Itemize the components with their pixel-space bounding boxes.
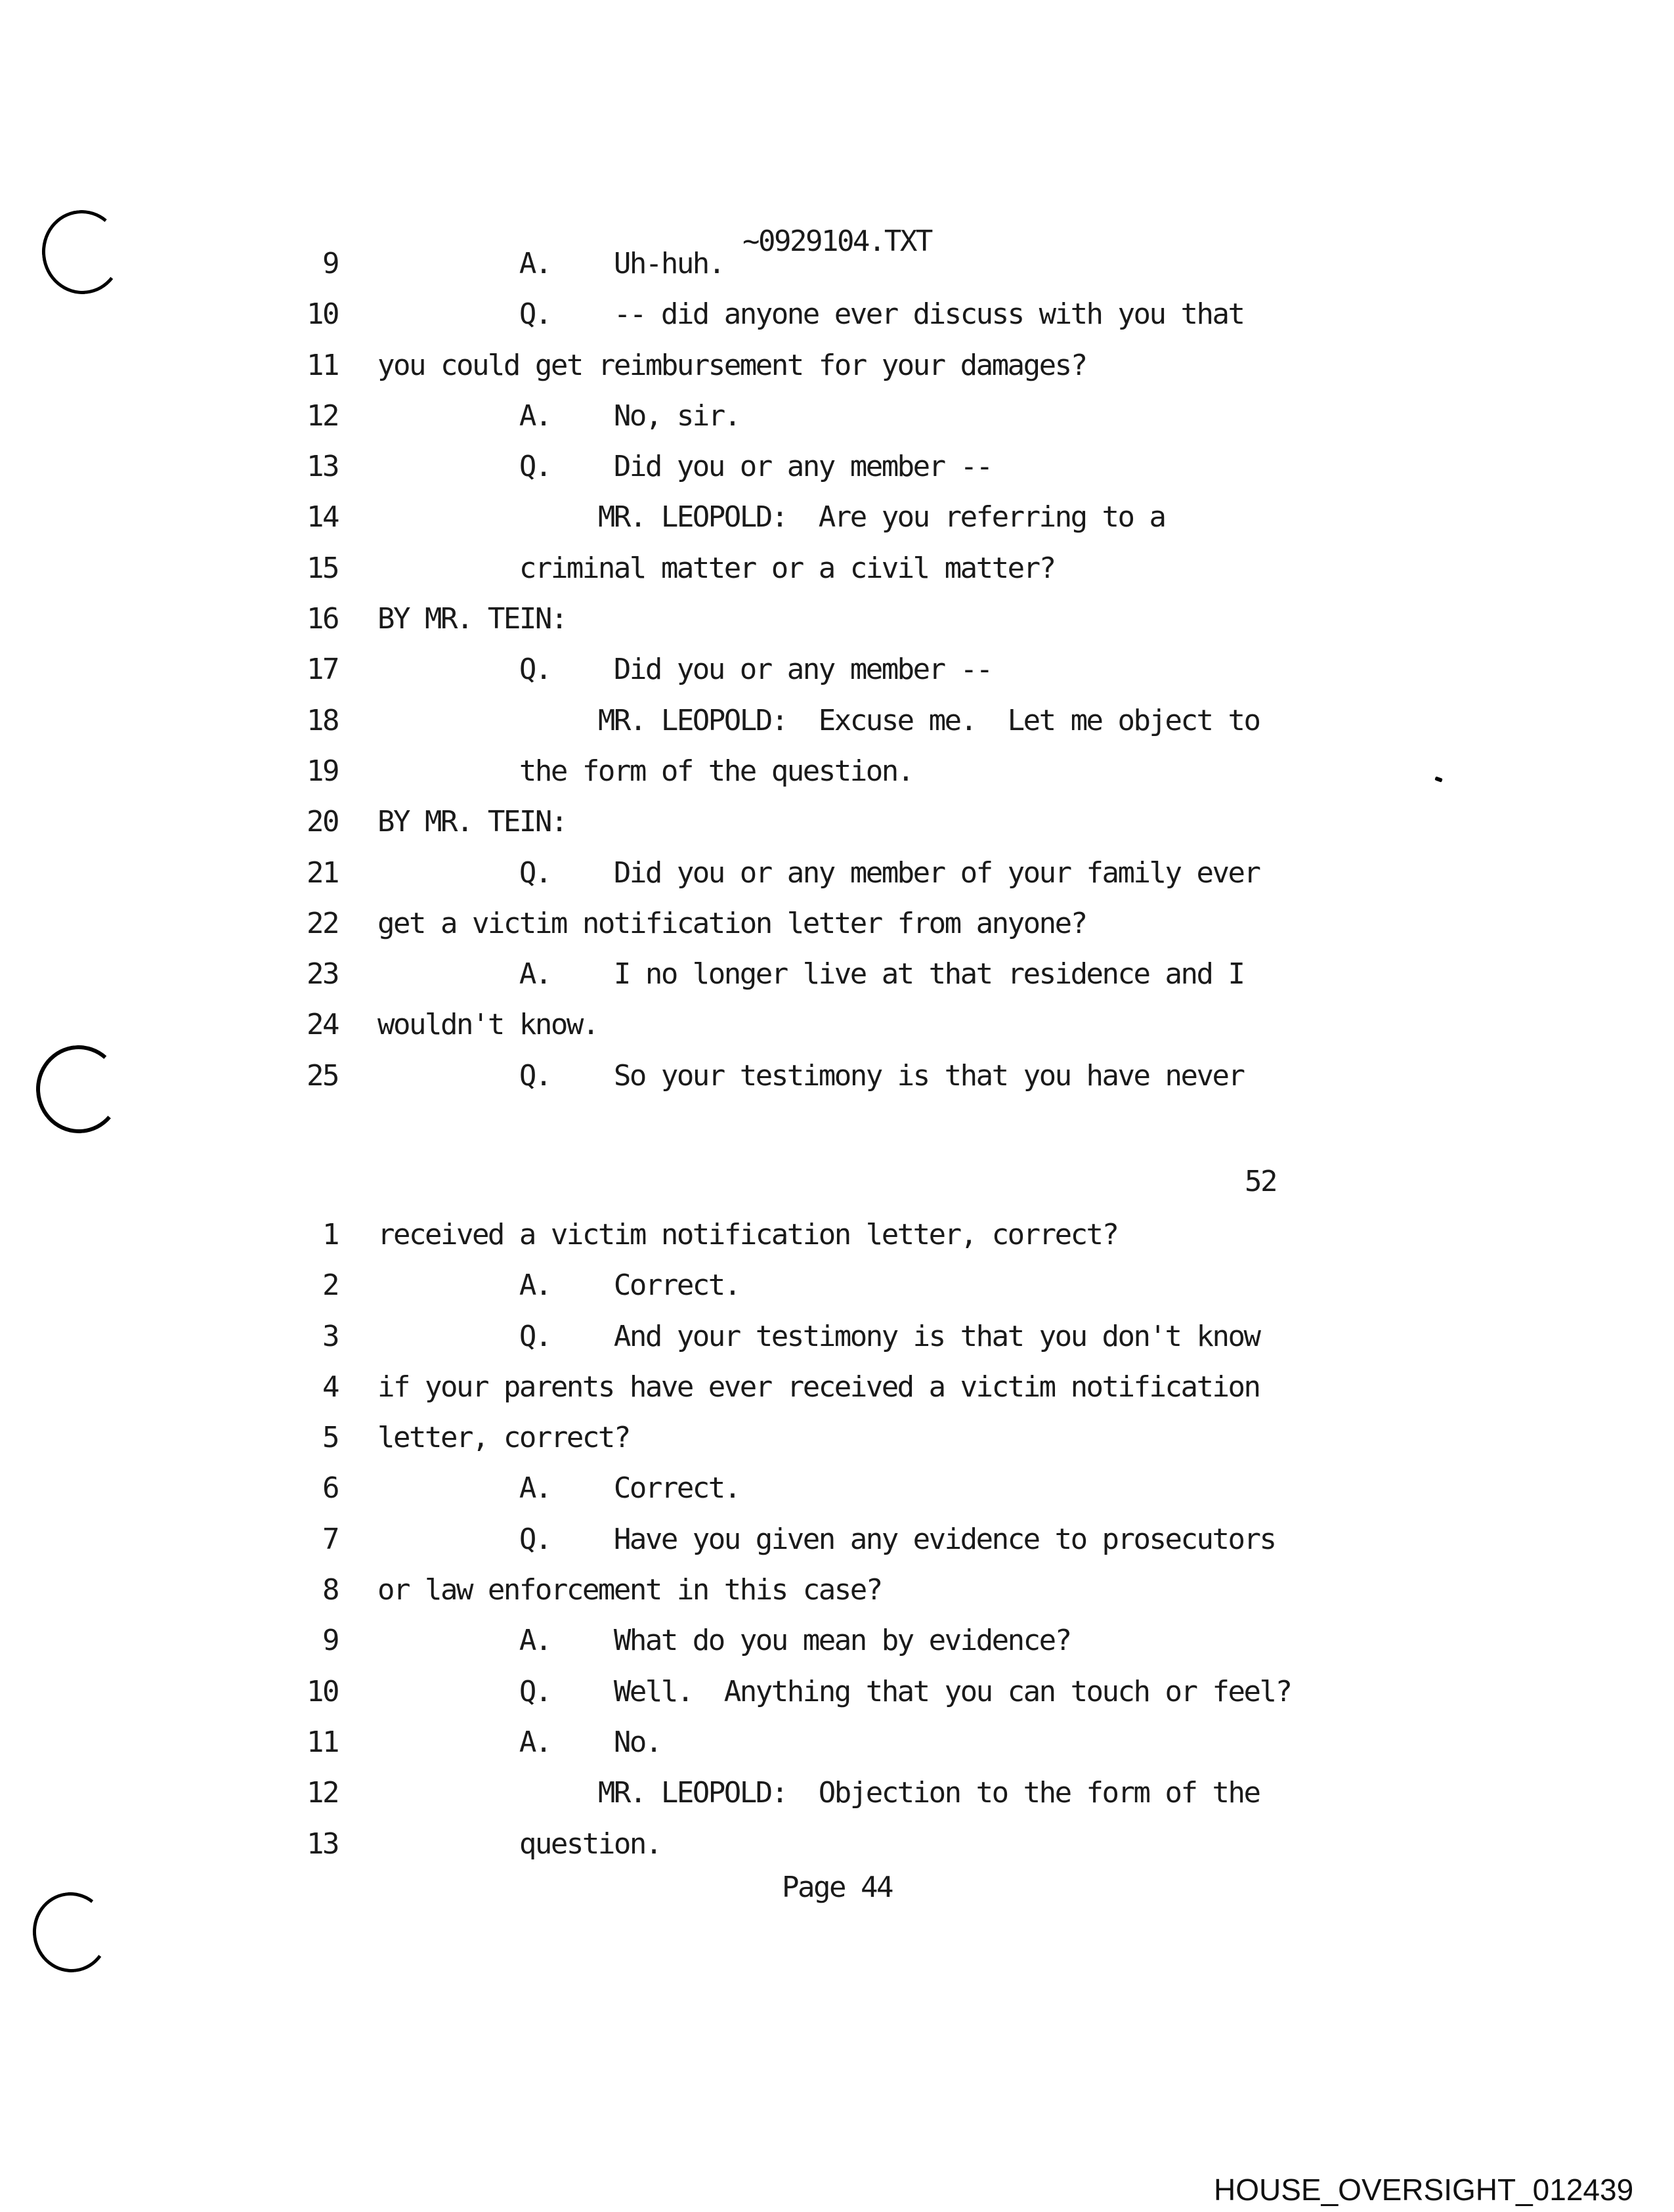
line-text: MR. LEOPOLD: Excuse me. Let me object to <box>377 703 1260 737</box>
transcript-line <box>0 644 1674 695</box>
transcript-line <box>0 543 1674 594</box>
line-text: Q. So your testimony is that you have never <box>377 1058 1244 1093</box>
transcript-line <box>0 695 1674 746</box>
transcript-line <box>0 898 1674 949</box>
transcript-line <box>0 1463 1674 1513</box>
line-text: MR. LEOPOLD: Are you referring to a <box>377 500 1165 534</box>
line-number: 17 <box>307 653 338 687</box>
punch-hole-arc-bottom <box>28 1888 114 1978</box>
line-text: wouldn't know. <box>377 1008 598 1042</box>
line-number: 15 <box>307 551 338 585</box>
transcript-line <box>0 391 1674 441</box>
line-text: BY MR. TEIN: <box>377 805 567 839</box>
transcript-line <box>0 1717 1674 1767</box>
transcript-line <box>0 1514 1674 1565</box>
line-text: Q. Did you or any member -- <box>377 450 992 484</box>
transcript-block-2 <box>0 1209 1674 1869</box>
transcript-line <box>0 746 1674 796</box>
transcript-line <box>0 1412 1674 1463</box>
transcript-line <box>0 999 1674 1050</box>
transcript-line <box>0 1362 1674 1412</box>
transcript-line <box>0 1819 1674 1869</box>
line-number: 10 <box>307 1674 338 1708</box>
transcript-line <box>0 492 1674 542</box>
line-number: 13 <box>307 1827 338 1861</box>
transcript-line <box>0 340 1674 391</box>
line-text: criminal matter or a civil matter? <box>377 551 1055 585</box>
transcript-line <box>0 1565 1674 1615</box>
bates-number: HOUSE_OVERSIGHT_012439 <box>1214 2173 1634 2207</box>
line-text: Q. Did you or any member of your family ever <box>377 856 1260 890</box>
line-text: letter, correct? <box>377 1421 630 1455</box>
line-text: A. Uh-huh. <box>377 247 724 280</box>
line-number: 12 <box>307 1776 338 1810</box>
transcript-line <box>0 289 1674 339</box>
transcript-line <box>0 848 1674 898</box>
transcript-line <box>0 1767 1674 1818</box>
line-number: 22 <box>307 906 338 940</box>
line-text: the form of the question. <box>377 754 913 788</box>
line-text: get a victim notification letter from anyone? <box>377 906 1086 940</box>
transcript-line <box>0 949 1674 999</box>
transcript-line <box>0 1051 1674 1101</box>
line-number: 9 <box>322 247 338 280</box>
transcript-line <box>0 1615 1674 1666</box>
transcript-line <box>0 238 1674 289</box>
line-number: 9 <box>322 1624 338 1658</box>
line-number: 4 <box>322 1370 338 1404</box>
line-number: 11 <box>307 1725 338 1759</box>
line-number: 18 <box>307 703 338 737</box>
line-number: 11 <box>307 348 338 382</box>
line-text: question. <box>377 1827 661 1861</box>
line-text: BY MR. TEIN: <box>377 602 567 636</box>
line-text: A. Correct. <box>377 1471 740 1506</box>
line-number: 20 <box>307 805 338 839</box>
line-text: A. I no longer live at that residence and I <box>377 957 1244 991</box>
page-number: 52 <box>1245 1165 1276 1198</box>
line-text: received a victim notification letter, correct? <box>377 1218 1118 1251</box>
line-number: 13 <box>307 450 338 484</box>
line-text: A. Correct. <box>377 1269 740 1303</box>
line-number: 14 <box>307 500 338 534</box>
transcript-line <box>0 594 1674 644</box>
transcript-line <box>0 1209 1674 1260</box>
footer-page-label: Page 44 <box>782 1871 892 1904</box>
transcript-block-1 <box>0 238 1674 1101</box>
line-number: 16 <box>307 602 338 636</box>
line-text: if your parents have ever received a victim notification <box>377 1370 1260 1404</box>
line-number: 5 <box>322 1421 338 1455</box>
line-text: MR. LEOPOLD: Objection to the form of the <box>377 1776 1260 1810</box>
line-number: 19 <box>307 754 338 788</box>
transcript-line <box>0 796 1674 847</box>
line-text: Q. -- did anyone ever discuss with you that <box>377 297 1244 332</box>
line-number: 2 <box>322 1269 338 1303</box>
line-number: 7 <box>322 1522 338 1556</box>
line-number: 12 <box>307 399 338 433</box>
transcript-line <box>0 441 1674 492</box>
line-text: A. No, sir. <box>377 399 740 433</box>
line-text: you could get reimbursement for your damages? <box>377 348 1086 382</box>
line-number: 25 <box>307 1058 338 1093</box>
line-number: 6 <box>322 1471 338 1506</box>
line-number: 21 <box>307 856 338 890</box>
line-number: 8 <box>322 1573 338 1607</box>
transcript-line <box>0 1666 1674 1717</box>
line-text: Q. Well. Anything that you can touch or feel? <box>377 1674 1291 1708</box>
line-number: 3 <box>322 1319 338 1353</box>
line-text: A. What do you mean by evidence? <box>377 1624 1071 1658</box>
line-text: Q. And your testimony is that you don't know <box>377 1319 1260 1353</box>
line-number: 1 <box>322 1218 338 1251</box>
line-text: or law enforcement in this case? <box>377 1573 882 1607</box>
line-text: Q. Did you or any member -- <box>377 653 992 687</box>
line-number: 23 <box>307 957 338 991</box>
filename-header: ~0929104.TXT <box>742 225 932 258</box>
line-text: Q. Have you given any evidence to prosecutors <box>377 1522 1276 1556</box>
line-number: 24 <box>307 1008 338 1042</box>
line-text: A. No. <box>377 1725 661 1759</box>
transcript-line <box>0 1311 1674 1362</box>
transcript-line <box>0 1260 1674 1311</box>
line-number: 10 <box>307 297 338 332</box>
